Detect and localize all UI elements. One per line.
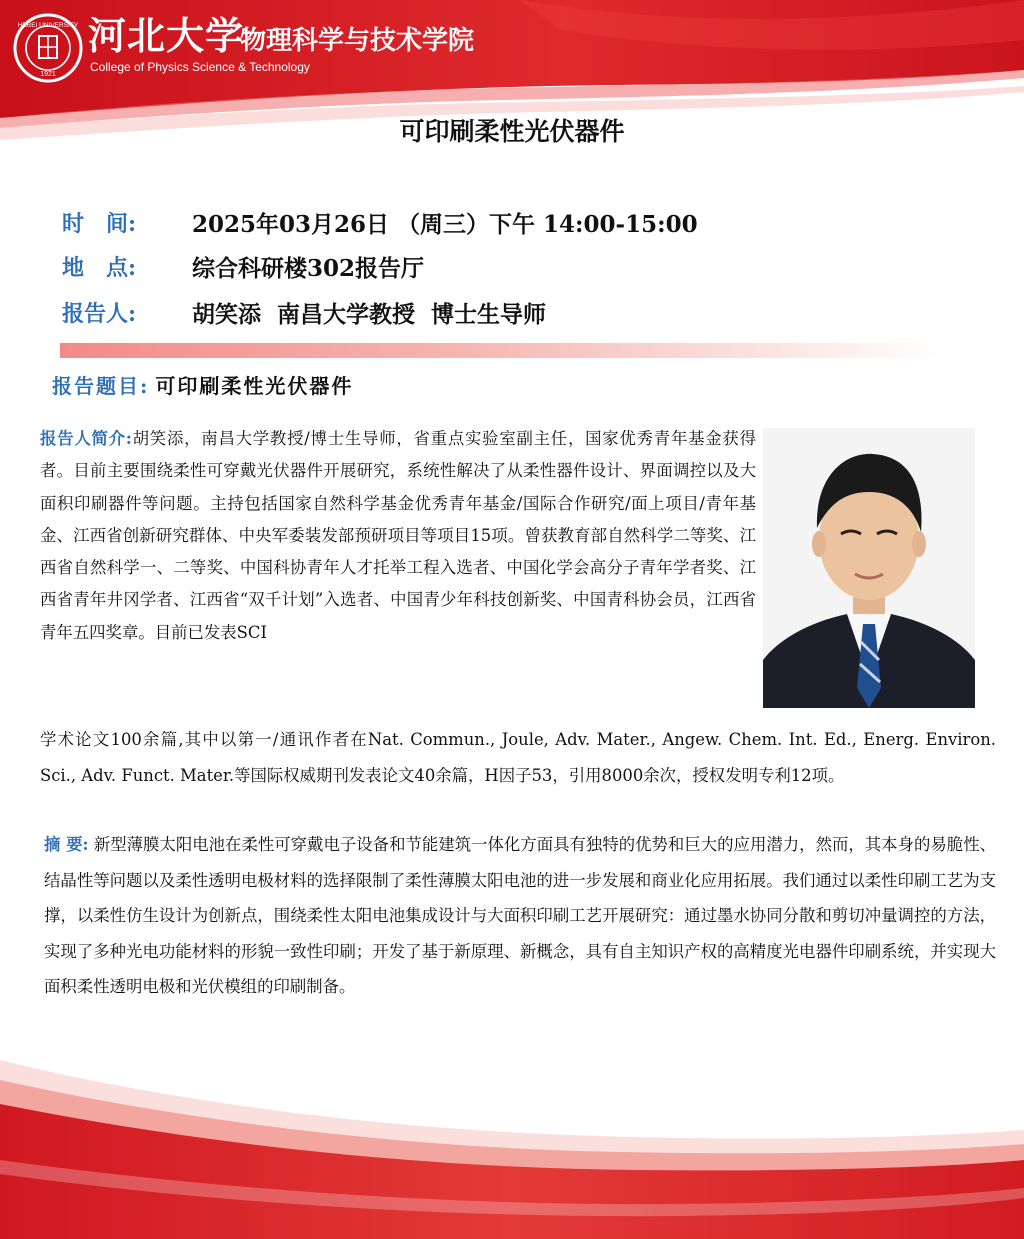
place-row bbox=[62, 248, 424, 284]
place-label: 地 点: bbox=[62, 254, 137, 281]
place-value: 综合科研楼302报告厅 bbox=[192, 254, 425, 282]
speaker-bio-continued: 学术论文100余篇,其中以第一/通讯作者在Nat. Commun., Joule, Adv. Mater., Angew. Chem. Int. Ed., Energ. Environ. Sci., Adv. Funct. Mater.等国际权威期刊发表论文40余篇，H因子53，引用8000余次，授权发明专利12项。 bbox=[40, 730, 996, 785]
speaker-label: 报告人: bbox=[62, 300, 137, 327]
time-value: 2025年03月26日 （周三）下午 14:00-15:00 bbox=[192, 210, 698, 238]
abstract bbox=[44, 827, 996, 1005]
speaker-bio bbox=[40, 423, 756, 649]
page-title: 可印刷柔性光伏器件 bbox=[399, 117, 625, 146]
seal-year: 1921 bbox=[40, 71, 56, 78]
speaker-row bbox=[62, 294, 546, 330]
section-divider bbox=[60, 343, 940, 358]
topic-value: 可印刷柔性光伏器件 bbox=[155, 374, 354, 398]
seal-text: HEBEI UNIVERSITY bbox=[17, 22, 79, 29]
topic-label: 报告题目: bbox=[52, 374, 150, 398]
speaker-photo bbox=[763, 428, 975, 708]
college-name-cn: 物理科学与技术学院 bbox=[240, 26, 475, 56]
bio-text-part1: 胡笑添，南昌大学教授/博士生导师，省重点实验室副主任，国家优秀青年基金获得者。目前主要围绕柔性可穿戴光伏器件开展研究，系统性解决了从柔性器件设计、界面调控以及大面积印刷器件等问题。主持包括国家自然科学基金优秀青年基金/国际合作研究/面上项目/青年基金、江西省创新研究群体、中央军委装发部预研项目等项目15项。曾获教育部自然科学二等奖、江西省自然科学一、二等奖、中国科协青年人才托举工程入选者、中国化学会高分子青年学者奖、江西省青年井冈学者、江西省“双千计划”入选者、中国青少年科技创新奖、中国青科协会员，江西省青年五四奖章。目前已发表SCI bbox=[40, 429, 756, 642]
time-label: 时 间: bbox=[62, 210, 137, 237]
report-topic bbox=[52, 370, 353, 399]
university-name: 河北大学 bbox=[88, 13, 245, 58]
speaker-value: 胡笑添 南昌大学教授 博士生导师 bbox=[192, 300, 547, 328]
time-row bbox=[62, 204, 698, 240]
abstract-label: 摘 要: bbox=[44, 835, 89, 854]
abstract-text: 新型薄膜太阳电池在柔性可穿戴电子设备和节能建筑一体化方面具有独特的优势和巨大的应用潜力，然而，其本身的易脆性、结晶性等问题以及柔性透明电极材料的选择限制了柔性薄膜太阳电池的进一步发展和商业化应用拓展。我们通过以柔性印刷工艺为支撑，以柔性仿生设计为创新点，围绕柔性太阳电池集成设计与大面积印刷工艺开展研究：通过墨水协同分散和剪切冲量调控的方法，实现了多种光电功能材料的形貌一致性印刷；开发了基于新原理、新概念，具有自主知识产权的高精度光电器件印刷系统，并实现大面积柔性透明电极和光伏模组的印刷制备。 bbox=[44, 835, 996, 997]
college-name-en: College of Physics Science & Technology bbox=[90, 60, 310, 74]
university-seal-logo bbox=[12, 12, 84, 84]
bio-label: 报告人简介: bbox=[40, 429, 132, 448]
footer-wave-decoration bbox=[0, 1040, 1024, 1239]
